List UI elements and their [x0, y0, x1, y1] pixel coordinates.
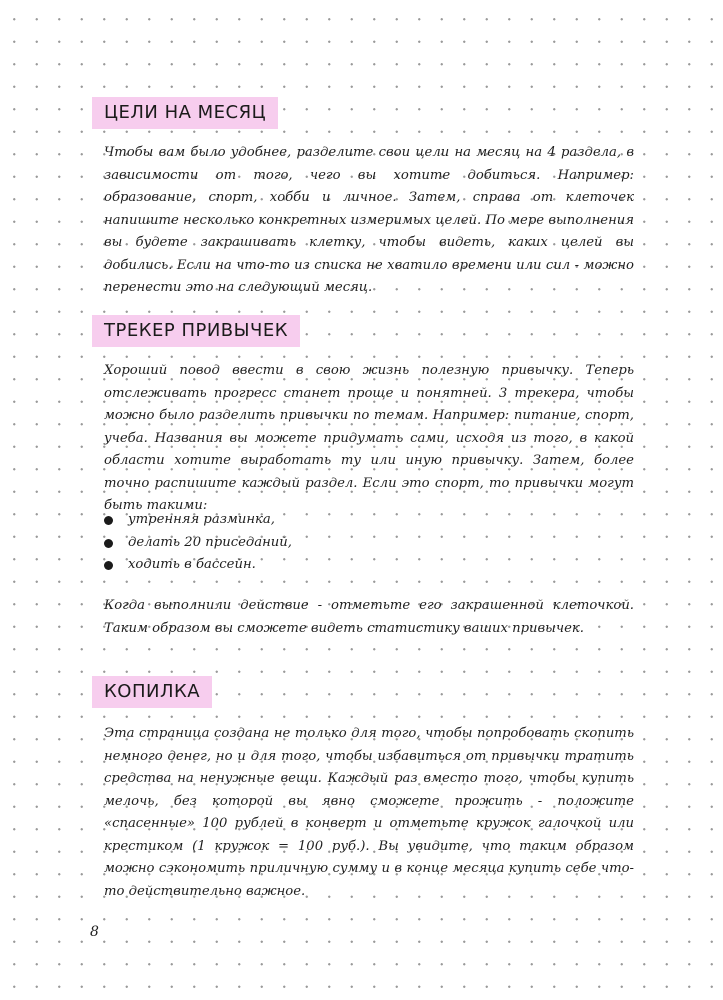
bullet-icon	[104, 516, 113, 525]
heading-piggy-bank: КОПИЛКА	[92, 676, 212, 708]
bullet-icon	[104, 561, 113, 570]
heading-habit-tracker: ТРЕКЕР ПРИВЫЧЕК	[92, 315, 300, 347]
list-item	[104, 532, 292, 555]
list-item	[104, 509, 292, 532]
bullet-icon	[104, 539, 113, 548]
habit-examples-list	[104, 509, 292, 577]
paragraph-piggy-bank: Эта страница создана не только для того, чтобы попробовать скопить немного денег, но и для того, чтобы избавиться от привычки тратить средства на ненужные вещи. Каждый раз вместо того, чтобы купить мелочь, без которой вы явно сможете прожить - положите «спасенные» 100 рублей в конверт и отметьте кружок галочкой или крестиком (1 кружок = 100 руб.). Вы увидите, что таким образом можно сэкономить приличную сумму и в конце месяца купить себе что-то действительно важное.	[104, 726, 634, 899]
list-item-text: утренняя разминка,	[128, 512, 275, 527]
list-item-text: делать 20 приседаний,	[128, 534, 292, 550]
heading-monthly-goals: ЦЕЛИ НА МЕСЯЦ	[92, 97, 278, 129]
paragraph-monthly-goals: Чтобы вам было удобнее, разделите свои цели на месяц на 4 раздела, в зависимости от того, чего вы хотите добиться. Например: образование, спорт, хобби и личное. Затем, справа от клеточек напишите несколько конкретных измеримых целей. По мере выполнения вы будете закрашивать клетку, чтобы видеть, каких целей вы добились. Если на что-то из списка не хватило времени или сил - можно перенести это на следующий месяц.	[104, 145, 634, 295]
paragraph-habit-tracker-note: Когда выполнили действие - отметьте его закрашенной клеточкой. Таким образом вы сможете видеть статистику ваших привычек.	[104, 598, 634, 636]
page-number: 8	[90, 924, 99, 940]
list-item-text: ходить в бассейн.	[128, 557, 256, 572]
paragraph-habit-tracker: Хороший повод ввести в свою жизнь полезную привычку. Теперь отслеживать прогресс станет проще и понятней. 3 трекера, чтобы можно было разделить привычки по темам. Например: питание, спорт, учеба. Названия вы можете придумать сами, исходя из того, в какой области хотите выработать ту или иную привычку. Затем, более точно распишите каждый раздел. Если это спорт, то привычки могут быть такими:	[104, 363, 634, 513]
list-item	[104, 554, 292, 577]
